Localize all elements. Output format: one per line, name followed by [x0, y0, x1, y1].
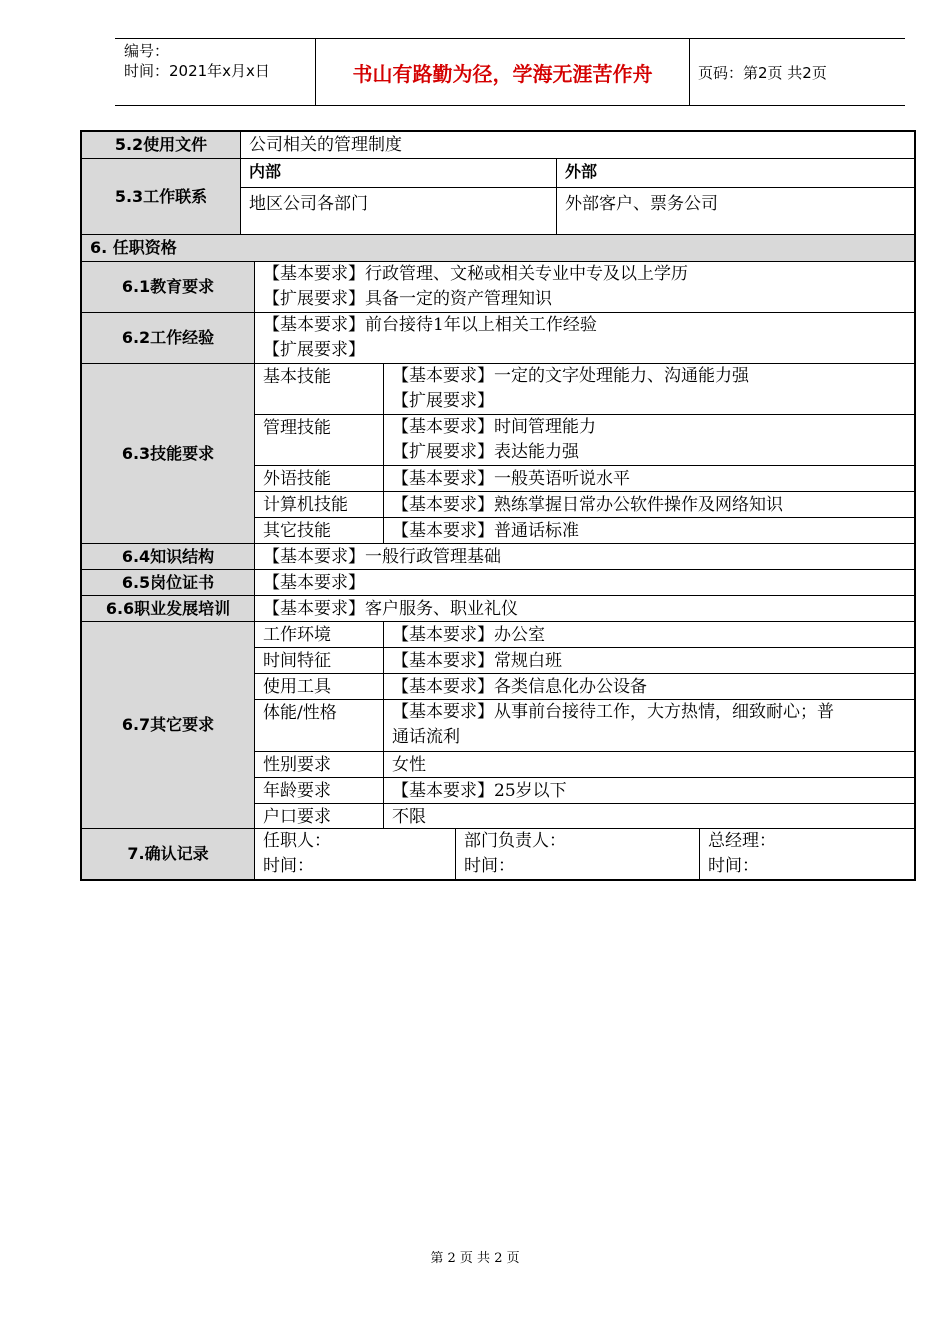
- career-training: 【基本要求】客户服务、职业礼仪: [263, 599, 518, 619]
- other-req-value: 女性: [392, 755, 426, 775]
- section-qualifications: 6. 任职资格: [82, 235, 914, 261]
- knowledge-structure: 【基本要求】一般行政管理基础: [263, 547, 501, 567]
- skill-name: 其它技能: [263, 521, 331, 541]
- row-label-6-5: 6.5岗位证书: [82, 570, 254, 595]
- other-req-name: 性别要求: [263, 755, 331, 775]
- skill-name: 管理技能: [263, 418, 331, 438]
- skill-requirement: 【基本要求】一般英语听说水平: [392, 469, 630, 489]
- row-label-6-7: 6.7其它要求: [82, 622, 254, 828]
- row-label-5-2: 5.2使用文件: [82, 132, 240, 158]
- other-req-name: 使用工具: [263, 677, 331, 697]
- other-req-name: 工作环境: [263, 625, 331, 645]
- external-contacts: 外部客户、票务公司: [565, 194, 718, 214]
- skill-name: 外语技能: [263, 469, 331, 489]
- other-req-value: 【基本要求】常规白班: [392, 651, 562, 671]
- other-req-value: 【基本要求】25岁以下: [392, 781, 567, 801]
- page-footer: 第 2 页 共 2 页: [430, 1251, 520, 1266]
- employee-signature: 任职人： 时间：: [263, 831, 331, 876]
- experience-requirement: 【基本要求】前台接待1年以上相关工作经验 【扩展要求】: [263, 315, 597, 360]
- row-label-6-3: 6.3技能要求: [82, 364, 254, 543]
- internal-header: 内部: [249, 162, 282, 181]
- row-label-6-4: 6.4知识结构: [82, 544, 254, 569]
- other-req-name: 户口要求: [263, 807, 331, 827]
- other-req-value: 【基本要求】从事前台接待工作，大方热情，细致耐心；普 通话流利: [392, 702, 834, 747]
- gm-signature: 总经理： 时间：: [708, 831, 776, 876]
- row-label-7: 7.确认记录: [82, 829, 254, 879]
- number-label: 编号：: [124, 42, 170, 60]
- skill-requirement: 【基本要求】时间管理能力 【扩展要求】表达能力强: [392, 417, 596, 462]
- header-meta: [115, 39, 315, 105]
- row-label-6-1: 6.1教育要求: [82, 262, 254, 312]
- certificate-requirement: 【基本要求】: [263, 573, 365, 593]
- row-label-5-3: 5.3工作联系: [82, 159, 240, 234]
- skill-name: 计算机技能: [263, 495, 348, 515]
- other-req-name: 年龄要求: [263, 781, 331, 801]
- other-req-value: 【基本要求】各类信息化办公设备: [392, 677, 647, 697]
- education-requirement: 【基本要求】行政管理、文秘或相关专业中专及以上学历 【扩展要求】具备一定的资产管理知识: [263, 264, 688, 309]
- page-number: 页码：第2页 共2页: [698, 63, 827, 82]
- internal-contacts: 地区公司各部门: [249, 194, 368, 214]
- row-label-6-2: 6.2工作经验: [82, 313, 254, 363]
- other-req-value: 【基本要求】办公室: [392, 625, 545, 645]
- date-label: 时间：2021年x月x日: [124, 62, 270, 80]
- row-label-6-6: 6.6职业发展培训: [82, 596, 254, 621]
- other-req-name: 时间特征: [263, 651, 331, 671]
- dept-head-signature: 部门负责人： 时间：: [464, 831, 566, 876]
- skill-requirement: 【基本要求】普通话标准: [392, 521, 579, 541]
- skill-requirement: 【基本要求】一定的文字处理能力、沟通能力强 【扩展要求】: [392, 366, 749, 411]
- other-req-name: 体能/性格: [263, 703, 337, 723]
- used-documents-value: 公司相关的管理制度: [249, 135, 402, 155]
- header-motto: 书山有路勤为径，学海无涯苦作舟: [352, 61, 653, 86]
- external-header: 外部: [565, 162, 598, 181]
- skill-name: 基本技能: [263, 367, 331, 387]
- other-req-value: 不限: [392, 807, 426, 827]
- job-description-table: [80, 130, 916, 881]
- skill-requirement: 【基本要求】熟练掌握日常办公软件操作及网络知识: [392, 495, 783, 515]
- page-header: [115, 38, 905, 106]
